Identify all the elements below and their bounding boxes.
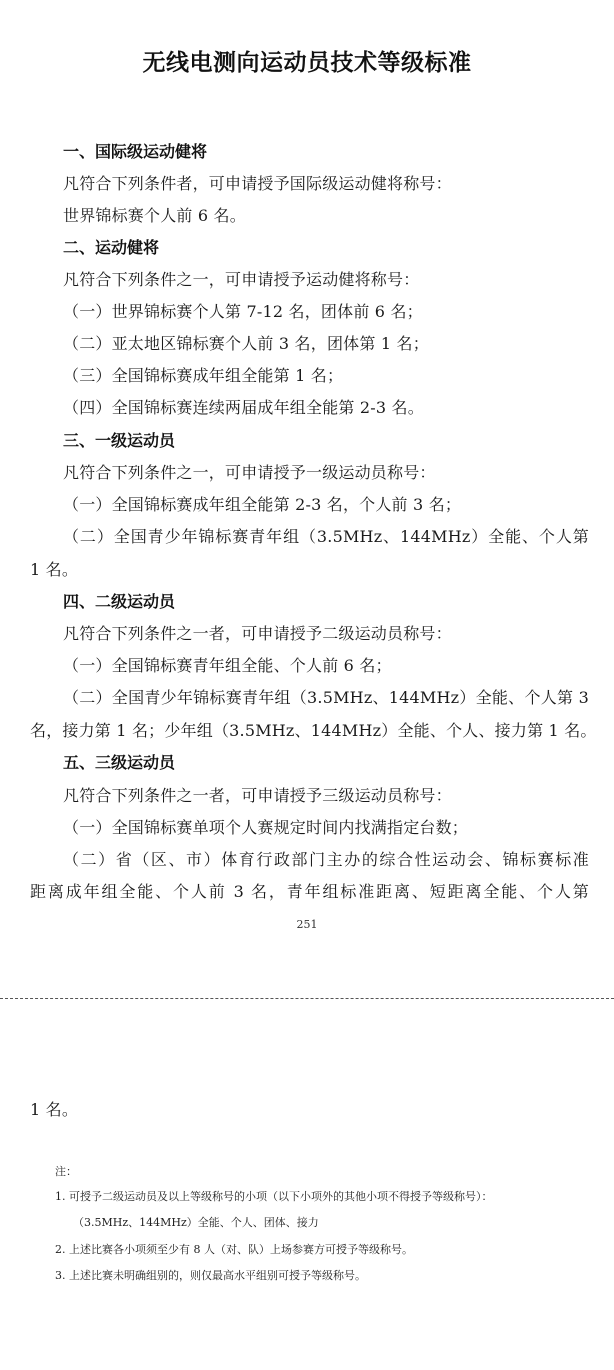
note-item: 1. 可授予二级运动员及以上等级称号的小项（以下小项外的其他小项不得授予等级称号）： <box>55 1190 493 1203</box>
document-title: 无线电测向运动员技术等级标准 <box>142 50 472 76</box>
section-intro: 凡符合下列条件之一，可申请授予一级运动员称号： <box>63 463 436 482</box>
criteria-item: （二）亚太地区锦标赛个人前 3 名，团体第 1 名； <box>63 334 429 353</box>
section-heading-international-master: 一、国际级运动健将 <box>63 142 208 161</box>
note-item-continuation: （3.5MHz、144MHz）全能、个人、团体、接力 <box>73 1216 319 1229</box>
note-item: 3. 上述比赛未明确组别的，则仅最高水平组别可授予等级称号。 <box>55 1269 366 1282</box>
section-heading-master: 二、运动健将 <box>63 238 160 257</box>
criteria-item: （三）全国锦标赛成年组全能第 1 名； <box>63 366 344 385</box>
criteria-item-continuation: 名，接力第 1 名；少年组（3.5MHz、144MHz）全能、个人、接力第 1 名。 <box>30 721 597 740</box>
section-intro: 凡符合下列条件者，可申请授予国际级运动健将称号： <box>63 174 452 193</box>
criteria-item: （四）全国锦标赛连续两届成年组全能第 2-3 名。 <box>63 398 424 417</box>
section-heading-third-class: 五、三级运动员 <box>63 753 176 772</box>
criteria-item: （二）全国青少年锦标赛青年组（3.5MHz、144MHz）全能、个人第 3 <box>63 688 589 707</box>
criteria-item: （一）全国锦标赛成年组全能第 2-3 名，个人前 3 名； <box>63 495 462 514</box>
criteria-item: （二）全国青少年锦标赛青年组（3.5MHz、144MHz）全能、个人第 <box>63 527 589 546</box>
criteria-item: 世界锦标赛个人前 6 名。 <box>63 206 246 225</box>
notes-label: 注： <box>55 1165 77 1178</box>
note-item: 2. 上述比赛各小项须至少有 8 人（对、队）上场参赛方可授予等级称号。 <box>55 1243 413 1256</box>
section-intro: 凡符合下列条件之一者，可申请授予三级运动员称号： <box>63 786 452 805</box>
section-heading-first-class: 三、一级运动员 <box>63 431 176 450</box>
criteria-item: （一）全国锦标赛青年组全能、个人前 6 名； <box>63 656 392 675</box>
page-break-divider <box>0 998 614 999</box>
criteria-item: （一）全国锦标赛单项个人赛规定时间内找满指定台数； <box>63 818 469 837</box>
criteria-item-continuation: 1 名。 <box>30 1100 79 1119</box>
criteria-item: （一）世界锦标赛个人第 7-12 名，团体前 6 名； <box>63 302 423 321</box>
page-number: 251 <box>296 918 318 931</box>
criteria-item-continuation: 距离成年组全能、个人前 3 名，青年组标准距离、短距离全能、个人第 <box>30 882 589 901</box>
section-intro: 凡符合下列条件之一，可申请授予运动健将称号： <box>63 270 420 289</box>
section-heading-second-class: 四、二级运动员 <box>63 592 176 611</box>
section-intro: 凡符合下列条件之一者，可申请授予二级运动员称号： <box>63 624 452 643</box>
criteria-item-continuation: 1 名。 <box>30 560 79 579</box>
criteria-item: （二）省（区、市）体育行政部门主办的综合性运动会、锦标赛标准 <box>63 850 589 869</box>
